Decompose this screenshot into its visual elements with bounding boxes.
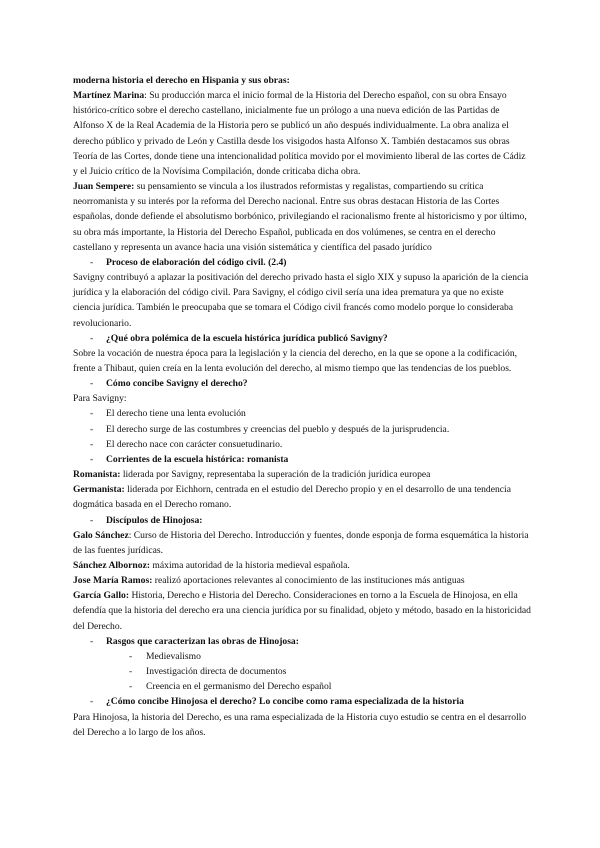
list-item: - El derecho surge de las costumbres y creencias del pueblo y después de la jurisprudencia. <box>90 423 450 435</box>
paragraph-sanchez-albornoz: Sánchez Albornoz: máxima autoridad de la historia medieval española. <box>73 560 350 571</box>
subheading-rasgos: - Rasgos que caracterizan las obras de Hinojosa: <box>90 635 299 647</box>
list-item: - El derecho tiene una lenta evolución <box>90 408 246 420</box>
paragraph-para-savigny: Para Savigny: <box>73 393 127 405</box>
document-body <box>73 73 531 740</box>
subheading-hinojosa-derecho: - ¿Cómo concibe Hinojosa el derecho? Lo concibe como rama especializada de la historia <box>90 696 464 708</box>
paragraph-germanista: Germanista: liderada por Eichhorn, centrada en el estudio del Derecho propio y en el desarrollo de una tendencia dogmática basada en el Derecho romano. <box>73 484 511 511</box>
paragraph-hinojosa: Para Hinojosa, la historia del Derecho, es una rama especializada de la Historia cuyo estudio se centra en el desarrollo del Derecho a lo largo de los años. <box>73 711 527 738</box>
subheading-codigo-civil: - Proceso de elaboración del código civil. (2.4) <box>90 256 287 268</box>
list-item: - Creencia en el germanismo del Derecho español <box>129 681 332 693</box>
author-name: Juan Sempere: <box>73 181 135 193</box>
paragraph-obra-polemica: Sobre la vocación de nuestra época para la legislación y la ciencia del derecho, en la que se opone a la codificación, frente a Thibaut, quien creía en la lenta evolución del derecho, al mismo tiempo que las tendencias de los pueblos. <box>73 347 518 374</box>
subheading-obra-polemica: - ¿Qué obra polémica de la escuela histórica jurídica publicó Savigny? <box>90 332 388 344</box>
paragraph-codigo-civil: Savigny contribuyó a aplazar la positivación del derecho privado hasta el siglo XIX y supuso la aparición de la ciencia jurídica y la elaboración del código civil. Para Savigny, el código civil sería una idea prematura ya que no existe ciencia jurídica. También le preocupaba que se tomara el Código civil francés como modelo porque lo consideraba revolucionario. <box>73 272 529 329</box>
subheading-corrientes: - Corrientes de la escuela histórica: romanista <box>90 453 289 465</box>
subheading-discipulos: - Discípulos de Hinojosa: <box>90 514 203 526</box>
paragraph-juan-sempere: Juan Sempere: su pensamiento se vincula a los ilustrados reformistas y regalistas, compartiendo su crítica neorromanista y su interés por la reforma del Derecho nacional. Entre sus obras destacan Historia de las Cortes españolas, donde defiende el absolutismo borbónico, privilegiando el racionalismo frente al historicismo y por último, su obra más importante, la Historia del Derecho Español, publicada en dos volúmenes, se centra en el derecho castellano y representa un avance hacia una visión sistemática y científica del pasado jurídico <box>73 181 527 253</box>
paragraph-galo-sanchez: Galo Sánchez: Curso de Historia del Derecho. Introducción y fuentes, donde esponja de forma esquemática la historia de las fuentes jurídicas. <box>73 529 529 556</box>
paragraph-garcia-gallo: García Gallo: Historia, Derecho e Historia del Derecho. Consideraciones en torno a la Escuela de Hinojosa, en ella defendía que la historia del derecho era una ciencia jurídica por su finalidad, objeto y método, basado en la historicidad del Derecho. <box>73 590 531 632</box>
section-heading: moderna historia el derecho en Hispania y sus obras: <box>73 75 290 86</box>
list-item: - Medievalismo <box>129 650 201 662</box>
paragraph-martinez-marina: Martínez Marina: Su producción marca el inicio formal de la Historia del Derecho español, con su obra Ensayo histórico-crítico sobre el derecho castellano, inicialmente fue un prólogo a una nueva edición de las Partidas de Alfonso X de la Real Academia de la Historia pero se publicó un año después individualmente. La obra analiza el derecho público y privado de León y Castilla desde los visigodos hasta Alfonso X. También destacamos sus obras Teoría de las Cortes, donde tiene una intencionalidad política movido por el movimiento liberal de las cortes de Cádiz y el Juicio crítico de la Novísima Compilación, donde criticaba dicha obra. <box>73 90 526 177</box>
paragraph-romanista: Romanista: liderada por Savigny, representaba la superación de la tradición jurídica europea <box>73 469 431 481</box>
paragraph-jose-maria-ramos: Jose María Ramos: realizó aportaciones relevantes al conocimiento de las instituciones más antiguas <box>73 575 465 587</box>
list-item: - El derecho nace con carácter consuetudinario. <box>90 438 283 450</box>
author-name: Martínez Marina <box>73 90 145 102</box>
subheading-savigny-derecho: - Cómo concibe Savigny el derecho? <box>90 378 248 390</box>
list-item: - Investigación directa de documentos <box>129 666 287 678</box>
